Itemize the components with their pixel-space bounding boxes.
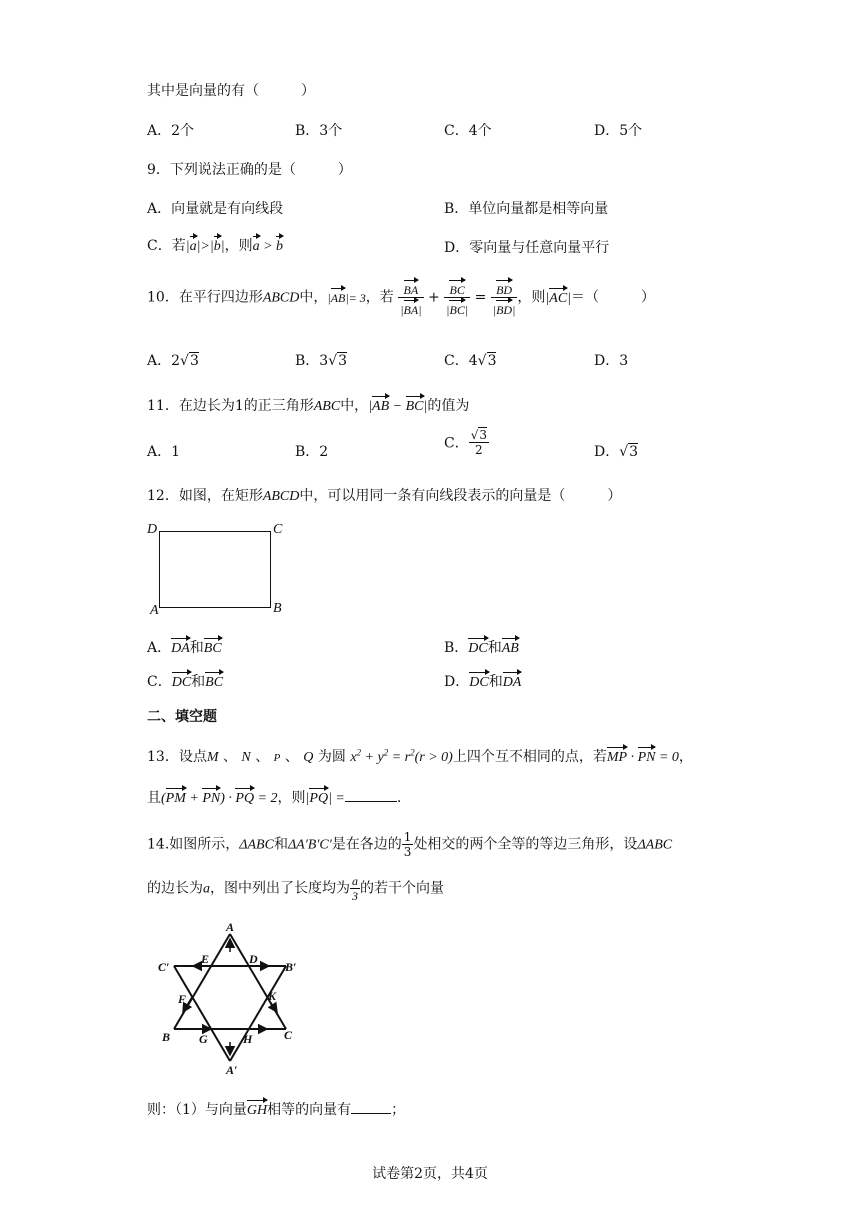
q13-line1: 13．设点M 、 N 、 P 、 Q 为圆 $x^2 + y^2 = r^2(r > 0)$上四个互不相同的点，若MP · PN = 0， xyxy=(147,745,693,766)
q9-stem: 9．下列说法正确的是（ ） xyxy=(147,162,352,178)
q8-option-a: A．2个 xyxy=(147,123,195,139)
rect-label-c: C xyxy=(273,522,283,537)
q9-option-b: B．单位向量都是相等向量 xyxy=(444,201,609,217)
fig-label-b-prime: B′ xyxy=(285,960,297,974)
q10-option-c: C．4√3 xyxy=(444,353,497,369)
q8-stem: 其中是向量的有（ ） xyxy=(147,83,315,99)
q12-option-c: C．DC和BC xyxy=(147,670,223,691)
q11-stem: 11．在边长为1的正三角形ABC中，|AB − BC|的值为 xyxy=(147,394,469,415)
fig-label-c-prime: C′ xyxy=(158,960,170,974)
q10-option-d: D．3 xyxy=(594,353,629,369)
q13-line2: 且(PM + PN) · PQ = 2，则|PQ| = . xyxy=(147,786,401,807)
fig-label-f: F xyxy=(178,992,187,1006)
rect-label-d: D xyxy=(147,522,158,537)
q12-stem: 12．如图，在矩形ABCD中，可以用同一条有向线段表示的向量是（ ） xyxy=(147,488,622,504)
rectangle-figure xyxy=(159,531,271,608)
fig-label-e: E xyxy=(201,952,210,966)
q12-option-a: A．DA和BC xyxy=(147,636,222,657)
section-heading: 二、填空题 xyxy=(147,709,217,725)
q11-option-c: C． $\frac{√3}{2}$ xyxy=(444,428,488,457)
q11-option-d: D．√3 xyxy=(594,444,639,460)
q12-option-b: B．DC和AB xyxy=(444,636,519,657)
q10-option-b: B．3√3 xyxy=(295,353,348,369)
fig-label-h: H xyxy=(243,1032,253,1046)
q14-sub1: 则：（1）与向量GH相等的向量有 ； xyxy=(147,1098,405,1119)
q12-option-d: D．DC和DA xyxy=(444,670,521,691)
fig-label-a: A xyxy=(226,920,235,934)
fig-label-a-prime: A′ xyxy=(226,1063,238,1077)
page-footer: 试卷第2页，共4页 xyxy=(372,1166,488,1182)
fig-label-k: K xyxy=(268,989,277,1003)
q14-line1: 14.如图所示，ΔABC和ΔA′B′C′是在各边的 $\frac{1}{3}$ 处相交的两个全等的等边三角形，设ΔABC xyxy=(147,830,673,859)
fig-label-c: C xyxy=(284,1028,293,1042)
fig-label-d: D xyxy=(249,952,258,966)
q8-option-d: D．5个 xyxy=(594,123,643,139)
rect-label-b: B xyxy=(273,601,282,616)
fig-label-b: B xyxy=(162,1030,171,1044)
q8-option-c: C．4个 xyxy=(444,123,492,139)
rect-label-a: A xyxy=(150,603,159,618)
q9-option-c: C．若|a|>|b|，则a > b xyxy=(147,234,283,255)
fig-label-g: G xyxy=(199,1032,208,1046)
q14-line2: 的边长为a，图中列出了长度均为 $\frac{a}{3}$ 的若干个向量 xyxy=(147,874,444,903)
q11-option-a: A．1 xyxy=(147,444,181,460)
q10-option-a: A．2√3 xyxy=(147,353,199,369)
q11-option-b: B．2 xyxy=(295,444,329,460)
q10-stem: 10．在平行四边形ABCD中，|AB|= 3，若 $\frac{BA}{|BA|}$ + $\frac{BC}{|BC|}$ = $\frac{BD}{|BD|}$ ，则|AC|＝（ ） xyxy=(147,278,655,317)
q9-option-d: D．零向量与任意向量平行 xyxy=(444,240,610,256)
q8-option-b: B．3个 xyxy=(295,123,343,139)
q9-option-a: A．向量就是有向线段 xyxy=(147,201,284,217)
